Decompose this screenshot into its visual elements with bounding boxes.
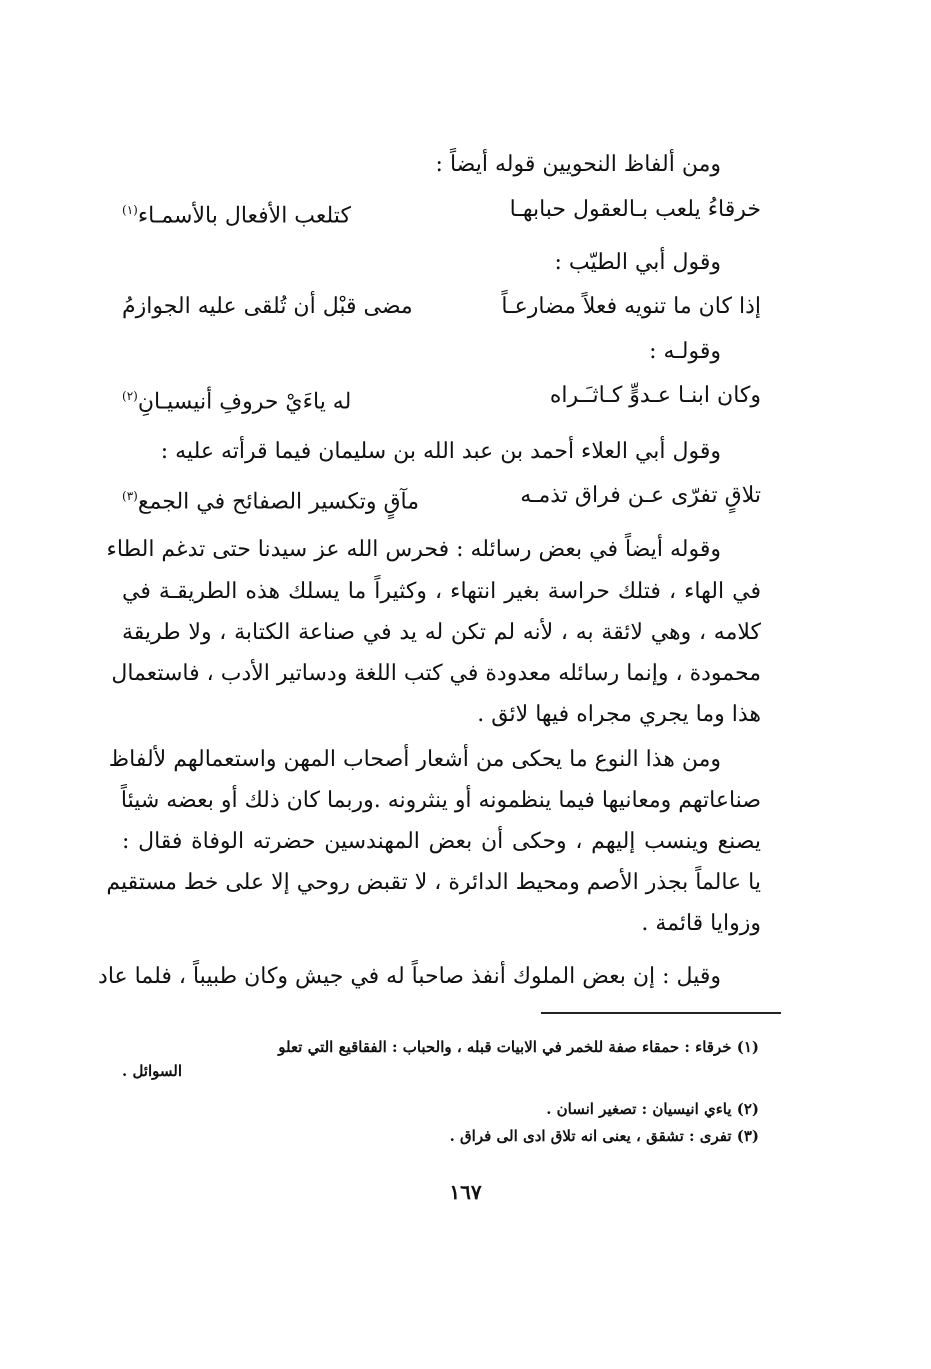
verse-3-second-hemistich [122,381,452,417]
footnote-1-line-1: (١) خرقاء : حمقاء صفة للخمر في الابيات قبله ، والحباب : الفقاقيع التي تعلو [278,1038,759,1056]
verse-4-second-hemistich [122,481,452,517]
paragraph-6-line-2: صناعاتهم ومعانيها فيما ينظمونه أو ينثرونه .وربما كان ذلك أو بعضه شيئاً [120,788,761,813]
page-number: ١٦٧ [449,1180,482,1204]
paragraph-5-line-2: في الهاء ، فتلك حراسة بغير انتهاء ، وكثيراً ما يسلك هذه الطريقـة في [122,579,761,604]
paragraph-6-line-3: يصنع وينسب إليهم ، وحكى أن بعض المهندسين حضرته الوفاة فقال : [122,829,761,854]
footnote-3: (٣) تفرى : تشقق ، يعنى انه تلاق ادى الى فراق . [449,1127,759,1145]
paragraph-2-intro: وقول أبي الطيّب : [554,250,721,275]
footnote-ref-1: (١) [122,203,138,217]
verse-2-first-hemistich: إذا كان ما تنويه فعلاً مضارعـاً [501,294,761,319]
paragraph-6-line-5: وزوايا قائمة . [641,911,761,936]
paragraph-6-line-1: ومن هذا النوع ما يحكى من أشعار أصحاب المهن واستعمالهم لألفاظ [108,747,721,772]
footnote-1-line-2: السوائل . [122,1062,183,1080]
verse-1-first-hemistich: خرقاءُ يلعب بـالعقول حبابهـا [509,197,761,222]
paragraph-1-intro: ومن ألفاظ النحويين قوله أيضاً : [435,152,721,177]
footnote-ref-3: (٣) [122,489,138,503]
verse-1-second-hemistich [122,195,452,231]
paragraph-4-intro: وقول أبي العلاء أحمد بن عبد الله بن سليمان فيما قرأته عليه : [160,439,721,464]
paragraph-5-line-4: محمودة ، وإنما رسائله معدودة في كتب اللغة ودساتير الأدب ، فاستعمال [111,661,761,686]
verse-4-second-text: مآقٍ وتكسير الصفائح في الجمع [137,489,420,515]
verse-4-first-hemistich: تلاقٍ تفرّى عـن فراق تذمـه [520,483,761,508]
paragraph-5-line-3: كلامه ، وهي لائقة به ، لأنه لم تكن له يد في صناعة الكتابة ، ولا طريقة [122,620,761,645]
verse-1-second-text: كتلعب الأفعال بالأسمـاء [137,203,351,229]
paragraph-3-intro: وقولـه : [649,339,721,364]
verse-3-first-hemistich: وكان ابنـا عـدوٍّ كـاثـَـراه [549,383,761,408]
paragraph-6-line-4: يا عالماً بجذر الأصم ومحيط الدائرة ، لا تقبض روحي إلا على خط مستقيم [106,870,761,895]
paragraph-5-line-5: هذا وما يجري مجراه فيها لائق . [477,702,761,727]
footnote-2: (٢) ياءي انيسيان : تصغير انسان . [546,1100,759,1118]
verse-3-second-text: له ياءَيْ حروفِ أنيسيـانِ [137,389,352,415]
verse-2-second-hemistich: مضى قبْل أن تُلقى عليه الجوازمُ [122,294,413,319]
paragraph-7-line-1: وقيل : إن بعض الملوك أنفذ صاحباً له في جيش وكان طبيباً ، فلما عاد [98,964,721,989]
footnote-divider [541,1012,781,1014]
paragraph-5-line-1: وقوله أيضاً في بعض رسائله : فحرس الله عز سيدنا حتى تدغم الطاء [106,537,721,562]
footnote-ref-2: (٢) [122,389,138,403]
